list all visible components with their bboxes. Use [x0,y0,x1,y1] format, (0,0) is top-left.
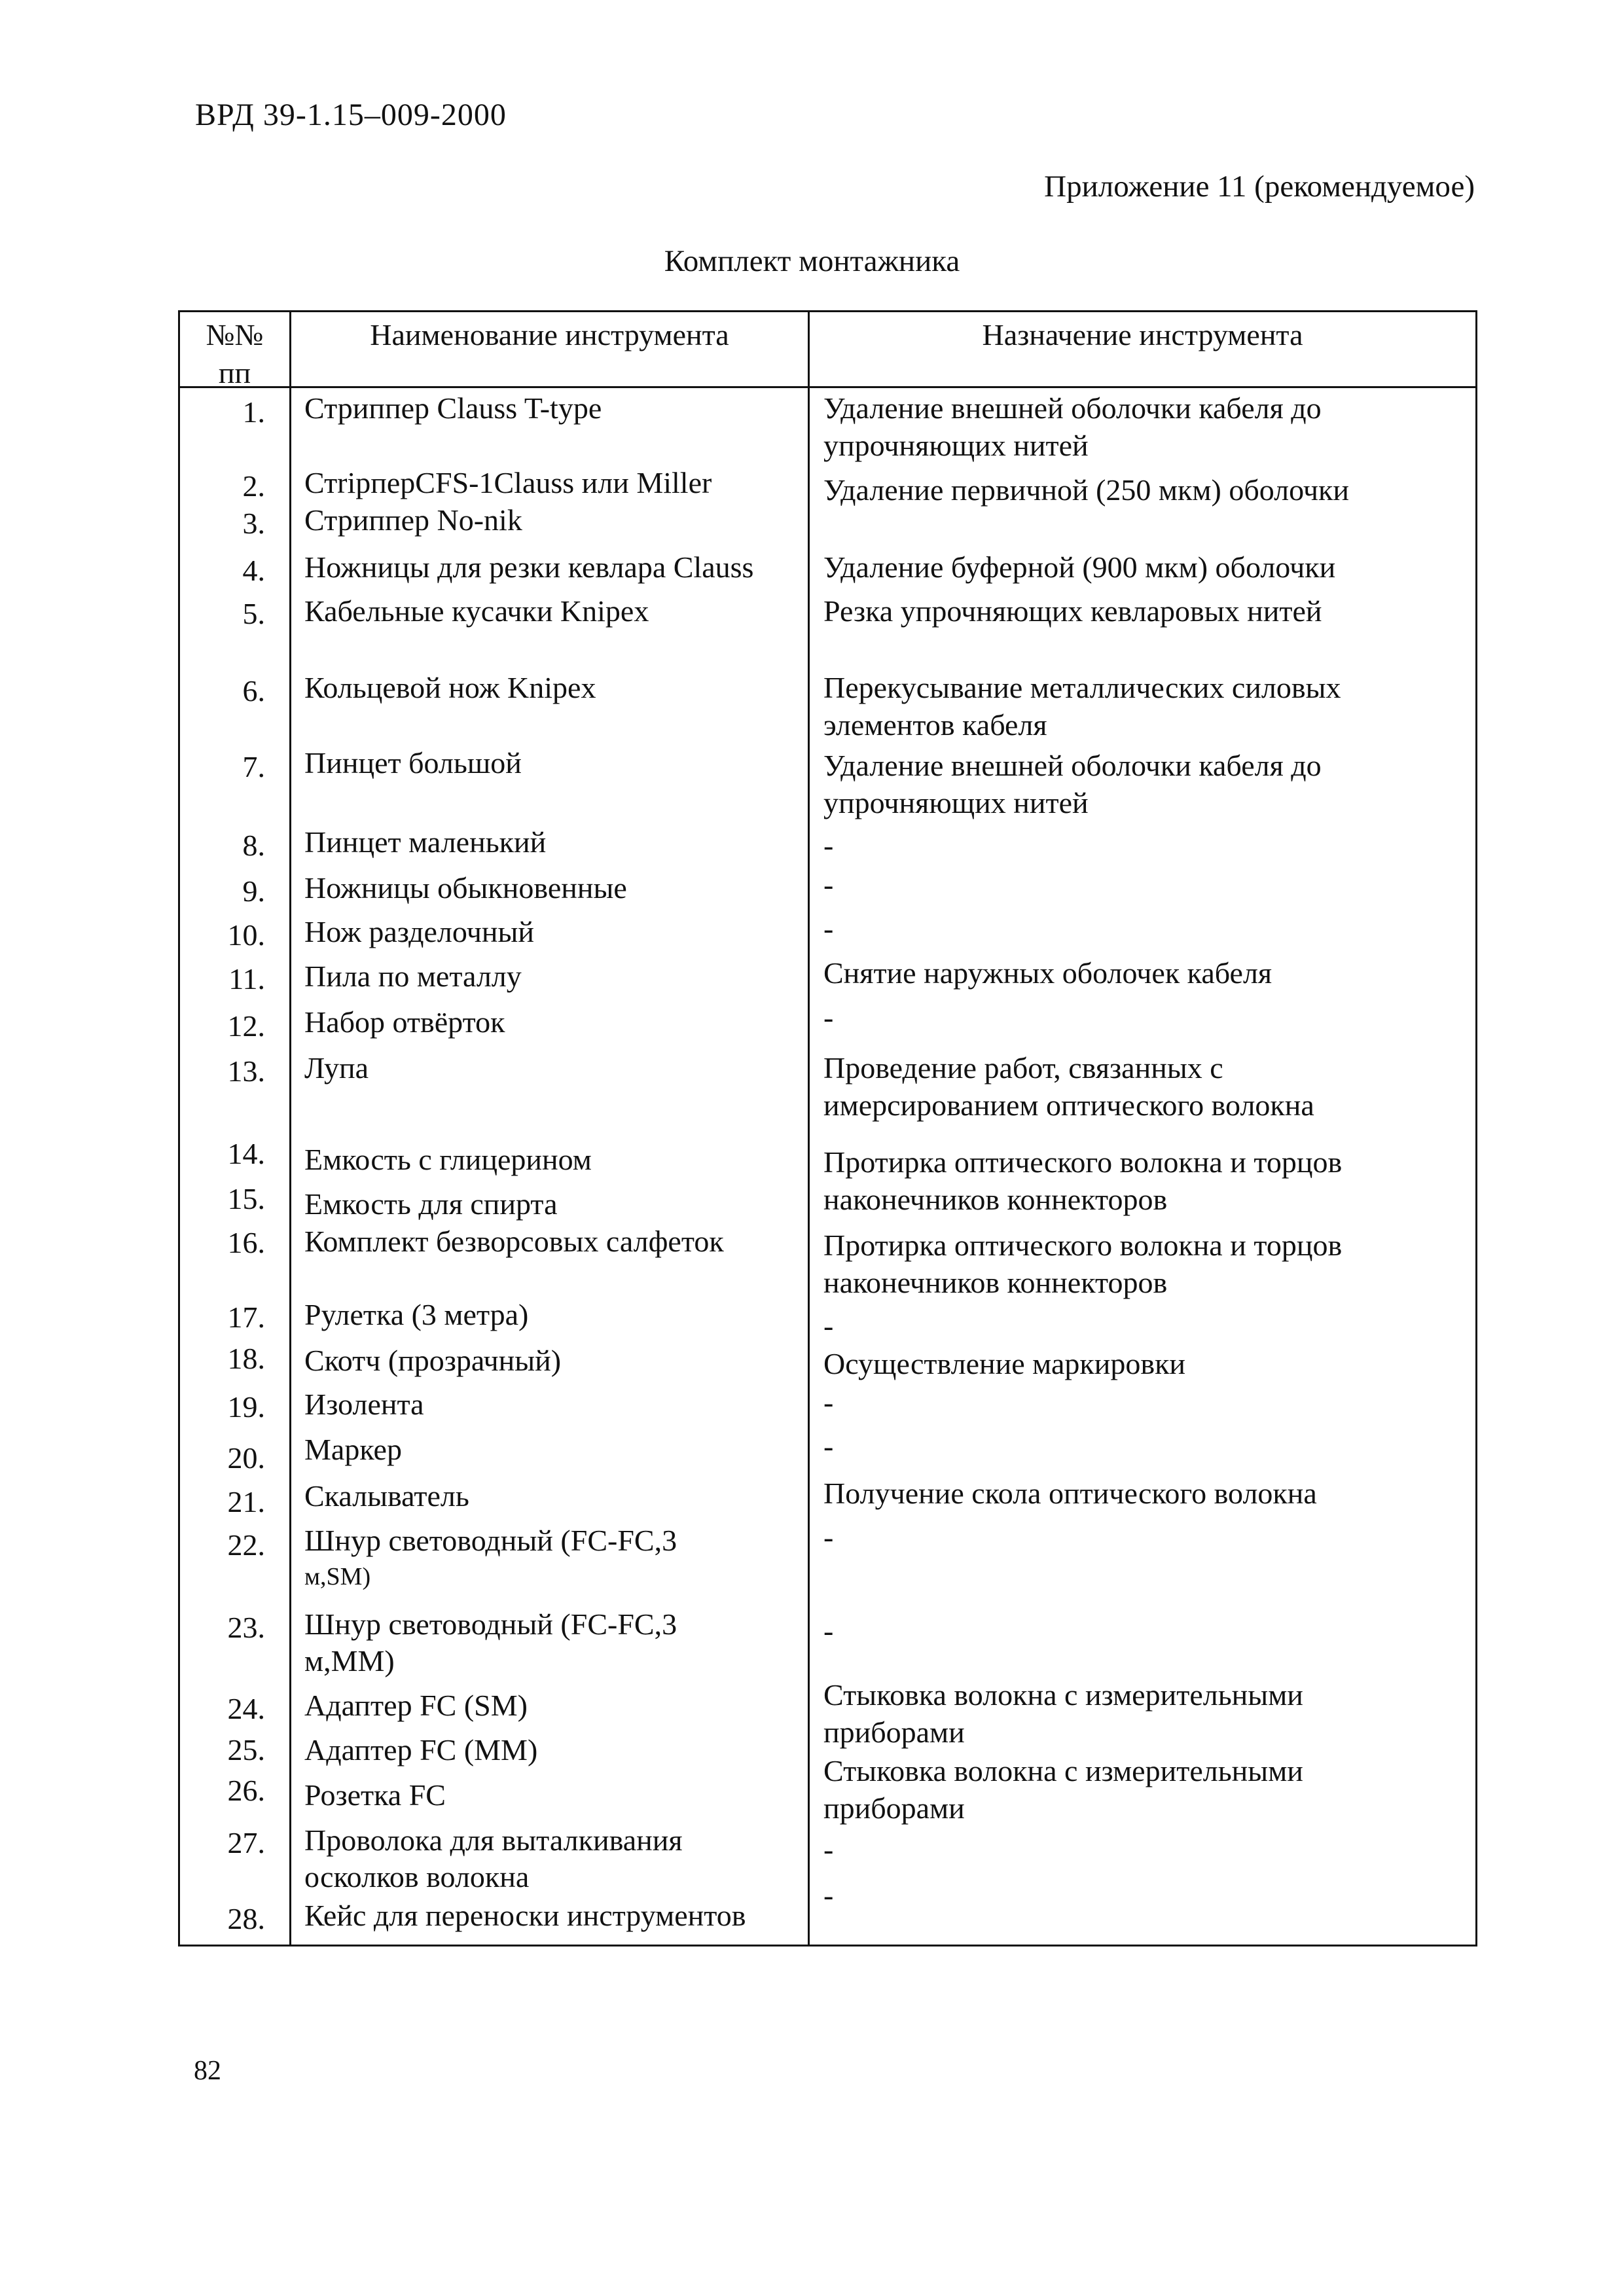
tool-purpose: Удаление внешней оболочки кабеля до [823,749,1322,782]
document-code: ВРД 39-1.15–009-2000 [195,98,507,132]
row-number: 4. [242,554,265,587]
tool-purpose: упрочняющих нитей [823,786,1089,819]
tool-purpose: - [823,1520,834,1554]
header-number-line2: пп [218,356,251,389]
tool-purpose: имерсированием оптического волокна [823,1088,1314,1122]
row-number: 16. [227,1226,265,1259]
tool-purpose: - [823,1309,834,1342]
tool-purpose: - [823,1833,834,1866]
tool-purpose: приборами [823,1715,965,1749]
tool-purpose: - [823,829,834,862]
row-number: 25. [227,1733,265,1767]
tools-table [178,310,1477,1946]
tool-name: Проволока для выталкивания [304,1823,683,1857]
row-number: 19. [227,1390,265,1424]
tool-purpose: элементов кабеля [823,708,1047,742]
tool-purpose: - [823,1878,834,1912]
tool-name: СтripперCFS-1Clauss или Miller [304,466,712,499]
table-title: Комплект монтажника [664,244,960,278]
tool-purpose: Удаление буферной (900 мкм) оболочки [823,550,1336,584]
tool-name: Скотч (прозрачный) [304,1344,562,1377]
tool-name: Нож разделочный [304,915,534,948]
tool-purpose: - [823,1429,834,1463]
row-number: 12. [227,1009,265,1043]
row-number: 26. [227,1774,265,1807]
tool-name: Шнур световодный (FC-FC,3 [304,1607,677,1641]
row-number: 17. [227,1300,265,1334]
tool-name: Ножницы для резки кевлара Clauss [304,550,754,584]
tool-purpose: упрочняющих нитей [823,429,1089,462]
row-number: 10. [227,918,265,952]
column-divider [289,312,291,1945]
tool-name: Изолента [304,1388,424,1421]
tool-purpose: Снятие наружных оболочек кабеля [823,956,1272,990]
tool-purpose: Стыковка волокна с измерительными [823,1678,1303,1712]
tool-name: Шнур световодный (FC-FC,3 [304,1524,677,1557]
row-number: 27. [227,1826,265,1859]
row-number: 23. [227,1611,265,1644]
row-number: 21. [227,1485,265,1518]
tool-purpose: приборами [823,1791,965,1825]
tool-name: Адаптер FC (ММ) [304,1733,538,1767]
tool-name: Стриппер Clauss T-type [304,391,602,425]
tool-purpose: Удаление первичной (250 мкм) оболочки [823,473,1349,507]
row-number: 24. [227,1692,265,1725]
header-tool-name: Наименование инструмента [370,318,729,351]
row-number: 14. [227,1137,265,1170]
row-number: 2. [242,469,265,503]
tool-purpose: Перекусывание металлических силовых [823,671,1341,704]
tool-name: Стриппер No-nik [304,503,522,537]
row-number: 20. [227,1441,265,1475]
tool-purpose: Проведение работ, связанных с [823,1051,1223,1085]
row-number: 9. [242,874,265,908]
tool-name: Адаптер FC (SM) [304,1689,528,1722]
tool-purpose: - [823,1001,834,1034]
appendix-label: Приложение 11 (рекомендуемое) [1044,170,1475,204]
row-number: 6. [242,674,265,708]
row-number: 1. [242,395,265,429]
tool-purpose: Протирка оптического волокна и торцов [823,1229,1343,1262]
tool-purpose: Резка упрочняющих кевларовых нитей [823,594,1322,628]
tool-purpose: Получение скола оптического волокна [823,1477,1317,1510]
row-number: 22. [227,1528,265,1562]
row-number: 15. [227,1182,265,1215]
tool-purpose: Удаление внешней оболочки кабеля до [823,391,1322,425]
tool-purpose: наконечников коннекторов [823,1183,1168,1216]
row-number: 5. [242,597,265,630]
row-number: 8. [242,829,265,862]
header-divider [180,386,1475,388]
tool-name: осколков волокна [304,1860,530,1893]
tool-purpose: - [823,1614,834,1647]
tool-purpose: наконечников коннекторов [823,1266,1168,1299]
tool-name: Пила по металлу [304,960,522,993]
tool-name: Ножницы обыкновенные [304,871,627,905]
row-number: 18. [227,1342,265,1375]
header-number-line1: №№ [206,318,264,351]
row-number: 11. [228,962,265,996]
tool-name: Емкость с глицерином [304,1143,592,1176]
tool-name: м,ММ) [304,1644,395,1677]
column-divider [808,312,810,1945]
tool-name: Лупа [304,1051,369,1085]
tool-name: Кольцевой нож Knipex [304,671,596,704]
tool-purpose: Стыковка волокна с измерительными [823,1754,1303,1787]
tool-name: Маркер [304,1433,402,1466]
tool-purpose: Протирка оптического волокна и торцов [823,1145,1343,1179]
tool-name: Емкость для спирта [304,1187,558,1221]
tool-name: Набор отвёрток [304,1005,505,1039]
tool-name: Рулетка (3 метра) [304,1298,529,1331]
tool-name: Кейс для переноски инструментов [304,1899,746,1932]
header-tool-purpose: Назначение инструмента [982,318,1303,351]
row-number: 13. [227,1054,265,1088]
tool-name: Пинцет маленький [304,825,547,859]
tool-name: Скалыватель [304,1479,469,1513]
tool-name: Розетка FC [304,1778,446,1812]
tool-name: Кабельные кусачки Knipex [304,594,649,628]
header-number [180,316,289,392]
tool-purpose: - [823,912,834,945]
tool-name: Комплект безворсовых салфеток [304,1225,724,1258]
tool-name: Пинцет большой [304,746,522,780]
row-number: 3. [242,507,265,540]
tool-purpose: - [823,1386,834,1419]
page-number: 82 [194,2056,221,2086]
tool-name: м,SM) [304,1563,371,1590]
row-number: 28. [227,1902,265,1935]
tool-purpose: Осуществление маркировки [823,1347,1186,1380]
row-number: 7. [242,750,265,783]
tool-purpose: - [823,868,834,901]
